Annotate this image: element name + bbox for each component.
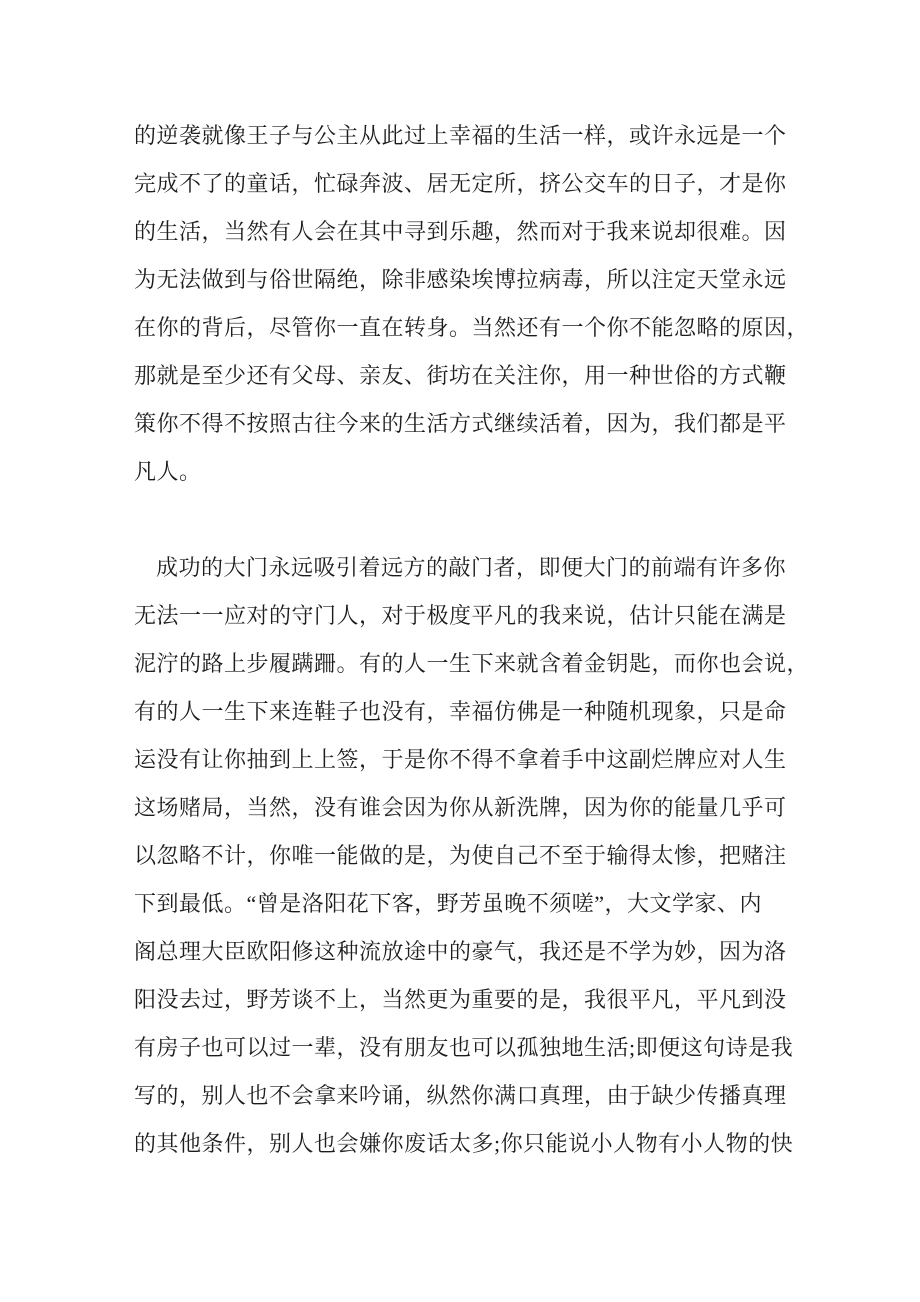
text-line: 策你不得不按照古往今来的生活方式继续活着，因为，我们都是平 — [134, 411, 787, 436]
text-line: 有房子也可以过一辈，没有朋友也可以孤独地生活;即便这句诗是我 — [134, 1035, 794, 1060]
text-line: 运没有让你抽到上上签，于是你不得不拿着手中这副烂牌应对人生 — [134, 747, 787, 772]
text-line: 凡人。 — [134, 459, 202, 484]
text-line: 为无法做到与俗世隔绝，除非感染埃博拉病毒，所以注定天堂永远 — [134, 267, 787, 292]
document-body — [134, 112, 810, 1168]
text-line: 以忽略不计，你唯一能做的是，为使自己不至于输得太惨，把赌注 — [134, 843, 787, 868]
text-line: 有的人一生下来连鞋子也没有，幸福仿佛是一种随机现象，只是命 — [134, 699, 787, 724]
text-line: 的逆袭就像王子与公主从此过上幸福的生活一样，或许永远是一个 — [134, 123, 787, 148]
text-line: 完成不了的童话，忙碌奔波、居无定所，挤公交车的日子，才是你 — [134, 171, 787, 196]
text-line: 下到最低。“曾是洛阳花下客，野芳虽晚不须嗟”，大文学家、内 — [134, 891, 763, 916]
text-line: 在你的背后，尽管你一直在转身。当然还有一个你不能忽略的原因， — [134, 315, 810, 340]
paragraph-1 — [134, 112, 810, 496]
text-line: 这场赌局，当然，没有谁会因为你从新洗牌，因为你的能量几乎可 — [134, 795, 787, 820]
text-line: 泥泞的路上步履蹒跚。有的人一生下来就含着金钥匙，而你也会说， — [134, 651, 810, 676]
text-line: 阁总理大臣欧阳修这种流放途中的豪气，我还是不学为妙，因为洛 — [134, 939, 787, 964]
text-line: 的生活，当然有人会在其中寻到乐趣，然而对于我来说却很难。因 — [134, 219, 787, 244]
text-line: 阳没去过，野芳谈不上，当然更为重要的是，我很平凡，平凡到没 — [134, 987, 787, 1012]
text-line: 成功的大门永远吸引着远方的敲门者，即便大门的前端有许多你 — [156, 555, 787, 580]
text-line: 那就是至少还有父母、亲友、街坊在关注你，用一种世俗的方式鞭 — [134, 363, 787, 388]
text-line: 的其他条件，别人也会嫌你废话太多;你只能说小人物有小人物的快 — [134, 1131, 794, 1156]
text-line: 写的，别人也不会拿来吟诵，纵然你满口真理，由于缺少传播真理 — [134, 1083, 787, 1108]
text-line: 无法一一应对的守门人，对于极度平凡的我来说，估计只能在满是 — [134, 603, 787, 628]
paragraph-2 — [134, 544, 810, 1168]
